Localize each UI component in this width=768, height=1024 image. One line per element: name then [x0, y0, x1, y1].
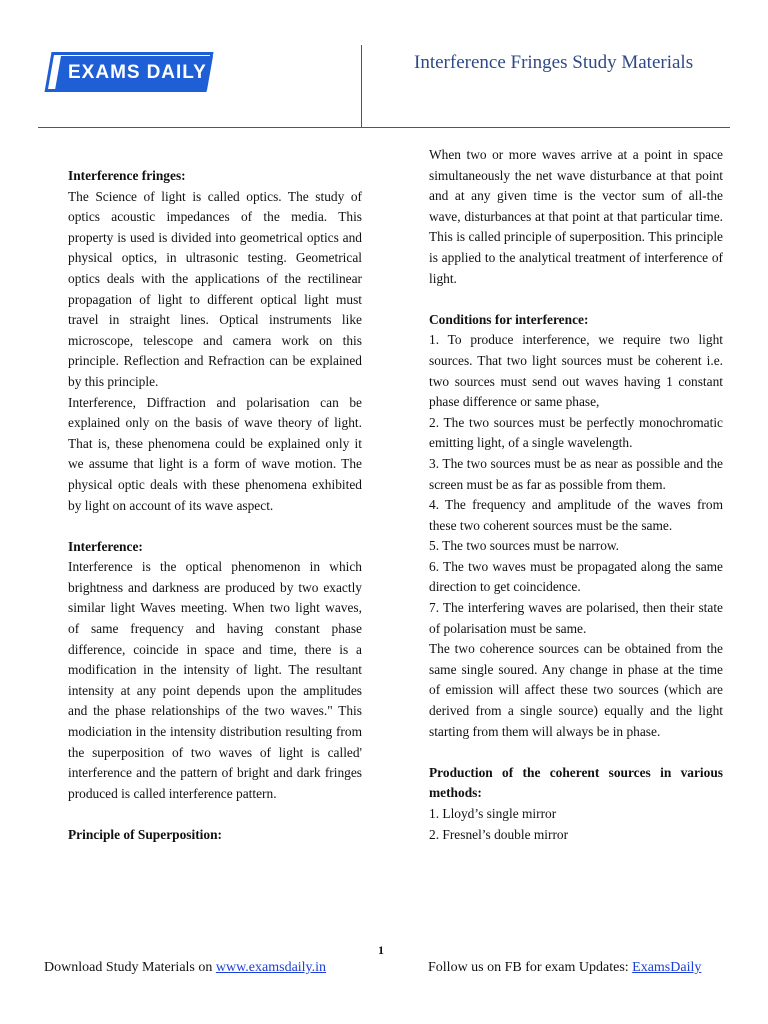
condition-item: 1. To produce interference, we require two light sources. That two light sources must be coherent i.e. two sources must send out waves having 1 constant phase difference or same phase,	[429, 332, 723, 410]
right-column	[429, 145, 723, 845]
condition-item: 7. The interfering waves are polarised, then their state of polarisation must be same.	[429, 600, 723, 636]
heading-principle-of-superposition: Principle of Superposition:	[68, 827, 222, 842]
paragraph-optics: The Science of light is called optics. The study of optics acoustic impedances of the media. This property is used is divided into geometrical optics and physical optics, in ultrasonic testing. Geometrical optics deals with the applications of the rectilinear propagation of light to different optical light must travel in straight lines. Optical instruments like microscope, telescope and camera work on this principle. Reflection and Refraction can be explained by this principle.	[68, 188, 362, 389]
header-vertical-divider	[361, 45, 362, 127]
spacer	[68, 516, 362, 537]
logo-text	[68, 62, 207, 84]
spacer	[429, 742, 723, 763]
methods-list	[429, 804, 723, 845]
condition-item: 5. The two sources must be narrow.	[429, 538, 620, 554]
heading-conditions-for-interference: Conditions for interference:	[429, 311, 589, 327]
condition-item: 6. The two waves must be propagated along the same direction to get coincidence.	[429, 558, 723, 595]
paragraph-wave-theory: Interference, Diffraction and polarisation can be explained only on the basis of wave theory of light. That is, these phenomena could be explained only it we assume that light is a form of wave motion. The physical optic deals with these phenomena exhibited by light on account of its wave aspect.	[68, 394, 362, 513]
footer-download	[44, 960, 326, 976]
heading-interference-fringes: Interference fringes:	[68, 168, 186, 183]
condition-item: 2. The two sources must be perfectly monochromatic emitting light, of a single wavelength.	[429, 414, 723, 451]
paragraph-coherent-sources: The two coherence sources can be obtained from the same single soured. Any change in phase at the time of emission will affect these two sources (which are derived from a single source) equally and the light starting from them will always be in phase.	[429, 641, 723, 739]
logo-word-daily: DAILY	[146, 62, 207, 83]
condition-item: 4. The frequency and amplitude of the waves from these two coherent sources must be the same.	[429, 497, 723, 533]
header-horizontal-divider	[38, 127, 730, 128]
paragraph-superposition: When two or more waves arrive at a point in space simultaneously the net wave disturbance at that point and at any given time is the vector sum of all-the wave, disturbances at that point at that particular time. This is called principle of superposition. This principle is applied to the analytical treatment of interference of light.	[429, 147, 723, 286]
condition-item: 3. The two sources must be as near as possible and the screen must be as far as possible from them.	[429, 455, 723, 492]
page-number: 1	[378, 943, 384, 957]
document-title: Interference Fringes Study Materials	[414, 52, 694, 73]
spacer	[429, 289, 723, 310]
footer-download-text: Download Study Materials on	[44, 960, 216, 975]
heading-interference: Interference:	[68, 538, 143, 554]
examsdaily-logo[interactable]	[48, 52, 210, 92]
logo-word-exams: EXAMS	[68, 62, 141, 83]
spacer	[68, 804, 362, 825]
paragraph-interference: Interference is the optical phenomenon in which brightness and darkness are produced by two exactly similar light Waves meeting. When two light waves, of same frequency and having constant phase difference, coincide in space and time, there is a modification in the intensity of light. The resultant intensity at any point depends upon the amplitudes and the phase relationships of the two waves." This modiciation in the intensity distribution resulting from the superposition of two waves of light is called' interference and the pattern of bright and dark fringes produced is called interference pattern.	[68, 559, 362, 801]
list-item: 2. Fresnel’s double mirror	[429, 826, 569, 842]
list-item: 1. Lloyd’s single mirror	[429, 806, 557, 821]
footer-follow	[428, 960, 701, 976]
heading-production-of-coherent-sources: Production of the coherent sources in various methods:	[429, 764, 723, 801]
footer-follow-text: Follow us on FB for exam Updates:	[428, 960, 633, 975]
left-column	[68, 166, 362, 846]
examsdaily-facebook-link[interactable]: ExamsDaily	[632, 960, 702, 975]
page-header	[0, 0, 768, 130]
examsdaily-website-link[interactable]: www.examsdaily.in	[215, 960, 327, 975]
